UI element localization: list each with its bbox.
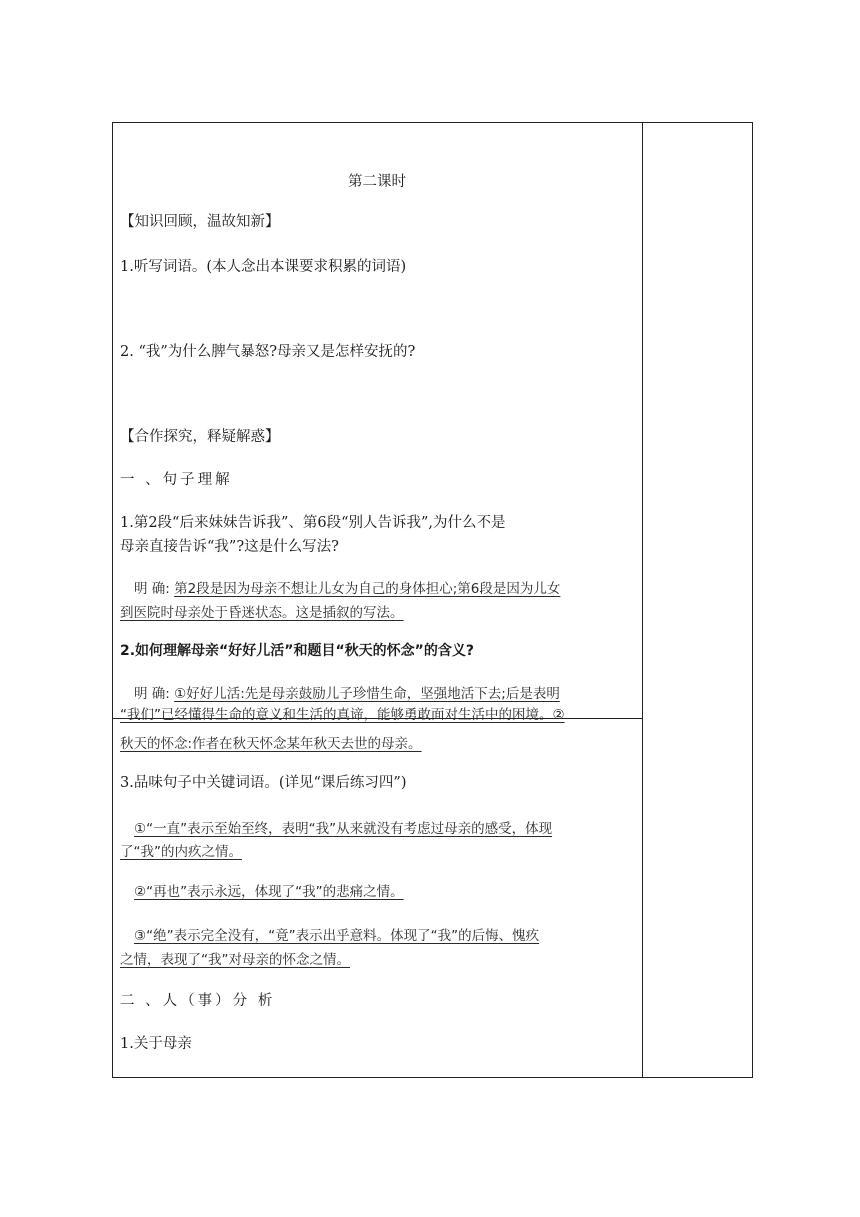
part1-heading: 一 、句子理解 bbox=[120, 472, 233, 488]
part2-item-1: 1.关于母亲 bbox=[120, 1036, 192, 1052]
answer-2-line-2: “我们”已经懂得生命的意义和生活的真谛，能够勇敢面对生活中的困境。② bbox=[120, 707, 565, 723]
question-1-line-1: 1.第2段“后来妹妹告诉我”、第6段“别人告诉我”,为什么不是 bbox=[120, 515, 506, 531]
answer-2-line-3: 秋天的怀念:作者在秋天怀念某年秋天去世的母亲。 bbox=[120, 736, 422, 752]
answer-3-item-2: ②“再也”表示永远，体现了“我”的悲痛之情。 bbox=[134, 884, 404, 900]
answer-3-item-1-line-1: ①“一直”表示至始至终，表明“我”从来就没有考虑过母亲的感受，体现 bbox=[134, 821, 553, 837]
review-question-1: 1.听写词语。(本人念出本课要求积累的词语) bbox=[120, 259, 407, 275]
lesson-title: 第二课时 bbox=[348, 174, 406, 190]
section-explore-heading: 【合作探究，释疑解惑】 bbox=[120, 429, 280, 445]
answer-2-prefix: 明 确: bbox=[134, 686, 170, 702]
question-3: 3.品味句子中关键词语。(详见“课后练习四”) bbox=[120, 775, 407, 791]
answer-3-item-3-line-1: ③“绝”表示完全没有，“竟”表示出乎意料。体现了“我”的后悔、愧疚 bbox=[134, 928, 540, 944]
answer-2-line-1 bbox=[120, 683, 636, 706]
answer-1-text-1: 第2段是因为母亲不想让儿女为自己的身体担心;第6段是因为儿女 bbox=[174, 581, 561, 597]
answer-1-prefix: 明 确: bbox=[134, 581, 170, 597]
answer-3-item-3-line-2: 之情，表现了“我”对母亲的怀念之情。 bbox=[120, 952, 350, 968]
question-2: 2.如何理解母亲“好好儿活”和题目“秋天的怀念”的含义? bbox=[120, 643, 474, 659]
answer-3-item-1-line-2: 了“我”的内疚之情。 bbox=[120, 844, 242, 860]
review-question-2: 2. “我”为什么脾气暴怒?母亲又是怎样安抚的? bbox=[120, 344, 416, 360]
answer-1-line-2: 到医院时母亲处于昏迷状态。这是插叙的写法。 bbox=[120, 605, 404, 621]
question-1-line-2: 母亲直接告诉“我”?这是什么写法? bbox=[120, 539, 339, 555]
part2-heading: 二 、人（事）分 析 bbox=[120, 993, 276, 1009]
section-review-heading: 【知识回顾，温故知新】 bbox=[120, 214, 280, 230]
answer-1-line-1 bbox=[120, 578, 636, 601]
answer-2-text-1: ①好好儿活:先是母亲鼓励儿子珍惜生命，坚强地活下去;后是表明 bbox=[174, 686, 560, 702]
